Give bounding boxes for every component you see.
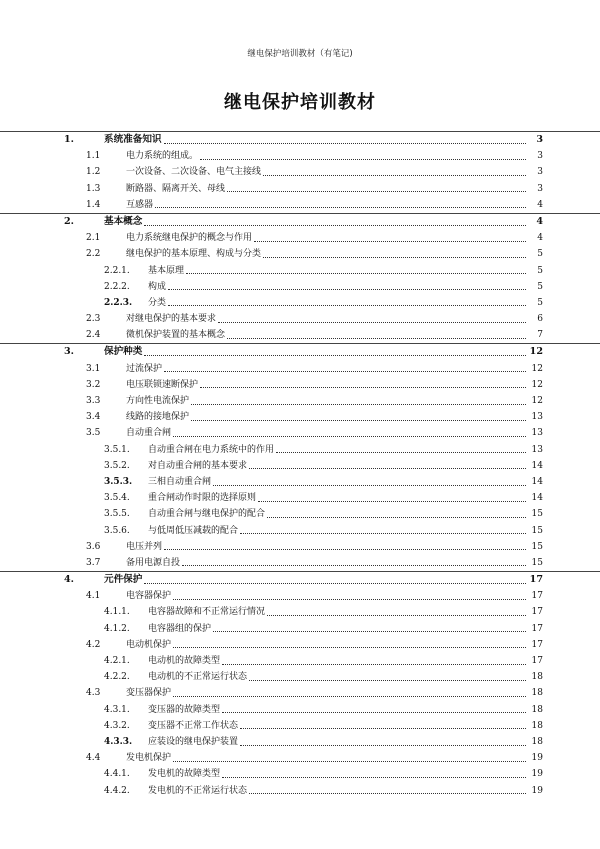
dot-leader — [173, 647, 526, 648]
toc-entry-title: 电力系统的组成。 — [126, 151, 199, 162]
dot-leader — [213, 485, 526, 486]
toc-entry[interactable] — [0, 131, 600, 148]
toc-entry-page-number: 18 — [531, 688, 543, 699]
toc-entry-number: 4.4.1. — [104, 769, 130, 780]
toc-entry-page-number: 4 — [537, 199, 543, 210]
toc-entry-number: 3. — [64, 346, 75, 358]
toc-entry-title: 基本概念 — [104, 215, 143, 227]
toc-entry-title-line — [148, 734, 528, 750]
toc-entry-number: 4.2 — [86, 639, 101, 650]
toc-entry-page-number: 15 — [531, 509, 543, 520]
dot-leader — [227, 191, 526, 192]
toc-entry-title: 电动机的不正常运行状态 — [148, 672, 248, 683]
toc-entry-page-number: 12 — [531, 396, 543, 406]
toc-entry[interactable] — [0, 750, 600, 766]
toc-entry[interactable] — [0, 246, 600, 262]
toc-entry[interactable] — [0, 230, 600, 246]
toc-entry[interactable] — [0, 442, 600, 458]
dot-leader — [254, 241, 526, 242]
table-of-contents — [0, 131, 600, 799]
toc-entry-number: 3.4 — [86, 412, 101, 423]
toc-entry-number: 4.1 — [86, 591, 101, 602]
toc-entry-page-number: 17 — [531, 623, 543, 634]
toc-entry-title-line — [148, 766, 528, 782]
toc-entry[interactable] — [0, 702, 600, 718]
dot-leader — [249, 680, 526, 681]
toc-entry[interactable] — [0, 458, 600, 474]
toc-entry-title-line — [148, 458, 528, 474]
dot-leader — [173, 696, 526, 697]
document-title: 继电保护培训教材 — [224, 92, 376, 113]
toc-entry-title-line — [148, 474, 528, 490]
toc-entry-number: 1.2 — [86, 167, 101, 178]
dot-leader — [213, 631, 526, 632]
toc-entry-title: 电压并列 — [126, 541, 163, 552]
toc-entry-number: 4.2.2. — [104, 672, 130, 683]
toc-entry-title: 电压联锁速断保护 — [126, 379, 199, 390]
toc-entry-number: 3.7 — [86, 557, 101, 568]
toc-entry[interactable] — [0, 361, 600, 377]
toc-entry-title: 保护种类 — [104, 346, 143, 358]
toc-entry-title: 断路器、隔离开关、母线 — [126, 183, 226, 194]
dot-leader — [144, 355, 526, 356]
dot-leader — [276, 452, 526, 453]
toc-entry-title-line — [126, 148, 528, 164]
toc-entry-title: 自动重合闸 — [126, 428, 172, 439]
toc-entry-page-number: 3 — [537, 167, 543, 178]
toc-entry-page-number: 18 — [531, 720, 543, 731]
toc-entry-title-line — [126, 685, 528, 701]
toc-entry-number: 3.5.5. — [104, 509, 130, 520]
toc-entry-number: 1.4 — [86, 199, 101, 210]
toc-entry-title: 重合闸动作时限的选择原则 — [148, 493, 257, 504]
toc-entry-title-line — [126, 246, 528, 262]
dot-leader — [155, 207, 526, 208]
dot-leader — [218, 322, 526, 323]
toc-entry-title-line — [148, 718, 528, 734]
toc-entry-page-number: 3 — [537, 183, 543, 194]
dot-leader — [164, 143, 526, 144]
toc-entry-title: 自动重合闸在电力系统中的作用 — [148, 444, 275, 455]
toc-entry[interactable] — [0, 409, 600, 425]
toc-entry-title-line — [148, 653, 528, 669]
toc-entry-title: 电动机的故障类型 — [148, 656, 221, 666]
toc-entry-title-line — [148, 669, 528, 685]
toc-entry[interactable] — [0, 474, 600, 490]
toc-entry[interactable] — [0, 148, 600, 164]
toc-entry-page-number: 12 — [529, 346, 543, 358]
toc-entry-title-line — [126, 555, 528, 571]
toc-entry-title: 电容器保护 — [126, 591, 172, 602]
toc-entry-title-line — [148, 702, 528, 718]
toc-entry-page-number: 17 — [531, 607, 543, 618]
toc-entry-title-line — [104, 214, 528, 230]
toc-entry-title: 三相自动重合闸 — [148, 476, 212, 487]
toc-entry-title: 发电机的故障类型 — [148, 769, 221, 780]
toc-entry-title-line — [148, 523, 528, 539]
toc-entry-number: 3.5.4. — [104, 493, 130, 504]
toc-entry-title: 与低周低压减载的配合 — [148, 525, 239, 536]
toc-entry-title-line — [126, 425, 528, 441]
toc-entry[interactable] — [0, 685, 600, 701]
toc-entry-title: 系统准备知识 — [104, 134, 162, 145]
toc-entry-number: 3.5.3. — [104, 476, 133, 487]
toc-entry-title-line — [148, 783, 528, 799]
toc-entry[interactable] — [0, 279, 600, 295]
toc-entry-page-number: 14 — [531, 460, 543, 471]
toc-entry[interactable] — [0, 506, 600, 522]
toc-entry-title: 方向性电流保护 — [126, 396, 190, 406]
dot-leader — [164, 549, 526, 550]
dot-leader — [173, 599, 526, 600]
toc-entry-title-line — [148, 506, 528, 522]
toc-entry[interactable] — [0, 213, 600, 230]
toc-entry[interactable] — [0, 377, 600, 393]
toc-entry-title-line — [126, 409, 528, 425]
toc-entry-number: 2.2.3. — [104, 297, 133, 308]
toc-entry[interactable] — [0, 571, 600, 588]
toc-entry-page-number: 5 — [537, 281, 543, 292]
toc-entry-number: 2.4 — [86, 330, 101, 341]
toc-entry-number: 3.5 — [86, 428, 101, 439]
toc-entry-title: 电动机保护 — [126, 639, 172, 650]
dot-leader — [240, 728, 526, 729]
toc-entry-page-number: 5 — [537, 297, 543, 308]
toc-entry-number: 1. — [64, 134, 75, 145]
toc-entry-title-line — [104, 344, 528, 360]
toc-entry-title-line — [126, 311, 528, 327]
toc-entry[interactable] — [0, 653, 600, 669]
toc-entry-title: 元件保护 — [104, 574, 143, 586]
dot-leader — [240, 533, 526, 534]
toc-entry-title-line — [148, 295, 528, 311]
toc-entry-number: 4.1.1. — [104, 607, 130, 618]
toc-entry-page-number: 19 — [531, 753, 543, 764]
dot-leader — [263, 257, 526, 258]
toc-entry[interactable] — [0, 490, 600, 506]
toc-entry-title-line — [104, 132, 528, 148]
dot-leader — [200, 159, 526, 160]
toc-entry[interactable] — [0, 393, 600, 409]
toc-entry-number: 4.3.3. — [104, 736, 133, 747]
toc-entry-page-number: 13 — [531, 428, 543, 439]
toc-entry-page-number: 3 — [537, 151, 543, 162]
dot-leader — [191, 420, 526, 421]
toc-entry[interactable] — [0, 621, 600, 637]
toc-entry-title-line — [148, 604, 528, 620]
dot-leader — [258, 501, 526, 502]
toc-entry-number: 2. — [64, 215, 75, 227]
toc-entry-number: 4.2.1. — [104, 656, 130, 666]
toc-entry-number: 2.2.1. — [104, 265, 130, 276]
toc-entry-title-line — [126, 197, 528, 213]
toc-entry-title-line — [148, 621, 528, 637]
toc-entry-title: 变压器的故障类型 — [148, 704, 221, 715]
toc-entry-page-number: 5 — [537, 265, 543, 276]
toc-entry-number: 4.1.2. — [104, 623, 130, 634]
toc-entry[interactable] — [0, 718, 600, 734]
toc-entry-title: 继电保护的基本原理、构成与分类 — [126, 249, 262, 260]
dot-leader — [173, 761, 526, 762]
toc-entry-number: 3.1 — [86, 363, 101, 374]
toc-entry[interactable] — [0, 523, 600, 539]
toc-entry-number: 1.1 — [86, 151, 101, 162]
toc-entry[interactable] — [0, 539, 600, 555]
toc-entry-number: 3.2 — [86, 379, 101, 390]
toc-entry-title: 基本原理 — [148, 265, 185, 276]
toc-entry-title: 发电机保护 — [126, 753, 172, 764]
toc-entry[interactable] — [0, 197, 600, 213]
dot-leader — [227, 338, 526, 339]
toc-entry-page-number: 15 — [531, 557, 543, 568]
toc-entry-page-number: 13 — [531, 444, 543, 455]
toc-entry-page-number: 18 — [531, 704, 543, 715]
toc-entry-title: 电力系统继电保护的概念与作用 — [126, 233, 253, 244]
toc-entry-title-line — [148, 263, 528, 279]
toc-entry-title-line — [126, 377, 528, 393]
toc-entry-page-number: 12 — [531, 379, 543, 390]
toc-entry-page-number: 4 — [537, 233, 543, 244]
toc-entry[interactable] — [0, 343, 600, 360]
toc-entry-number: 2.2.2. — [104, 281, 130, 292]
dot-leader — [222, 664, 526, 665]
toc-entry-title: 线路的接地保护 — [126, 412, 190, 423]
toc-entry-page-number: 4 — [536, 215, 543, 227]
toc-entry-page-number: 15 — [531, 525, 543, 536]
toc-entry-page-number: 13 — [531, 412, 543, 423]
toc-entry-title: 对自动重合闸的基本要求 — [148, 460, 248, 471]
toc-entry-title-line — [126, 750, 528, 766]
toc-entry-page-number: 17 — [531, 656, 543, 666]
toc-entry[interactable] — [0, 669, 600, 685]
toc-entry-page-number: 18 — [531, 672, 543, 683]
dot-leader — [164, 371, 526, 372]
toc-entry-title: 分类 — [148, 297, 167, 308]
toc-entry-page-number: 17 — [529, 574, 543, 586]
toc-entry-number: 2.2 — [86, 249, 101, 260]
toc-entry-title-line — [148, 442, 528, 458]
toc-entry-title-line — [148, 490, 528, 506]
toc-entry-title-line — [126, 539, 528, 555]
toc-entry[interactable] — [0, 425, 600, 441]
toc-entry-page-number: 18 — [531, 736, 543, 747]
toc-entry-page-number: 3 — [536, 134, 543, 145]
dot-leader — [182, 565, 526, 566]
toc-entry-page-number: 12 — [531, 363, 543, 374]
dot-leader — [240, 745, 526, 746]
toc-entry-title: 对继电保护的基本要求 — [126, 314, 217, 325]
toc-entry-number: 3.5.6. — [104, 525, 130, 536]
toc-entry-title: 自动重合闸与继电保护的配合 — [148, 509, 266, 520]
toc-entry[interactable] — [0, 783, 600, 799]
toc-entry-number: 4.3.2. — [104, 720, 130, 731]
toc-entry-title-line — [126, 164, 528, 180]
toc-entry[interactable] — [0, 164, 600, 180]
dot-leader — [186, 273, 526, 274]
toc-entry-number: 1.3 — [86, 183, 101, 194]
toc-entry[interactable] — [0, 588, 600, 604]
toc-entry-page-number: 14 — [531, 476, 543, 487]
toc-entry-page-number: 5 — [537, 249, 543, 260]
toc-entry-page-number: 15 — [531, 541, 543, 552]
dot-leader — [173, 436, 526, 437]
toc-entry-number: 4. — [64, 574, 75, 586]
toc-entry-page-number: 17 — [531, 639, 543, 650]
toc-entry-number: 2.1 — [86, 233, 101, 244]
toc-entry-title: 备用电源自投 — [126, 557, 181, 568]
toc-entry-number: 4.4.2. — [104, 785, 130, 796]
toc-entry[interactable] — [0, 263, 600, 279]
dot-leader — [263, 175, 526, 176]
toc-entry[interactable] — [0, 604, 600, 620]
dot-leader — [267, 615, 526, 616]
toc-entry[interactable] — [0, 311, 600, 327]
dot-leader — [191, 404, 526, 405]
toc-entry-title: 互感器 — [126, 199, 154, 210]
dot-leader — [267, 517, 526, 518]
toc-entry-title: 过流保护 — [126, 363, 163, 374]
toc-entry-title-line — [126, 327, 528, 343]
toc-entry[interactable] — [0, 637, 600, 653]
toc-entry-title: 电容器组的保护 — [148, 623, 212, 634]
toc-entry-title-line — [126, 361, 528, 377]
toc-entry-title: 变压器保护 — [126, 688, 172, 699]
toc-entry-title-line — [126, 637, 528, 653]
toc-entry-title-line — [126, 230, 528, 246]
toc-entry-title-line — [148, 279, 528, 295]
toc-entry[interactable] — [0, 295, 600, 311]
toc-entry-number: 3.5.1. — [104, 444, 130, 455]
toc-entry-title: 发电机的不正常运行状态 — [148, 785, 248, 796]
toc-entry[interactable] — [0, 766, 600, 782]
toc-entry[interactable] — [0, 555, 600, 571]
toc-entry-page-number: 7 — [537, 330, 543, 341]
dot-leader — [249, 468, 526, 469]
toc-entry-title-line — [126, 588, 528, 604]
toc-entry-number: 3.6 — [86, 541, 101, 552]
toc-entry-number: 3.5.2. — [104, 460, 130, 471]
dot-leader — [200, 387, 526, 388]
toc-entry-page-number: 6 — [537, 314, 543, 325]
toc-entry[interactable] — [0, 181, 600, 197]
toc-entry-page-number: 19 — [531, 785, 543, 796]
toc-entry-number: 4.3 — [86, 688, 101, 699]
toc-entry-title-line — [126, 393, 528, 409]
toc-entry-page-number: 14 — [531, 493, 543, 504]
toc-entry-number: 4.3.1. — [104, 704, 130, 715]
toc-entry-title: 应装设的继电保护装置 — [148, 736, 239, 747]
toc-entry-title-line — [126, 181, 528, 197]
toc-entry-title: 一次设备、二次设备、电气主接线 — [126, 167, 262, 178]
toc-entry-title: 变压器不正常工作状态 — [148, 720, 239, 731]
toc-entry-title-line — [104, 572, 528, 588]
dot-leader — [222, 777, 526, 778]
toc-entry-title: 微机保护装置的基本概念 — [126, 330, 226, 341]
dot-leader — [144, 583, 526, 584]
toc-entry-title: 构成 — [148, 281, 167, 292]
dot-leader — [144, 225, 526, 226]
running-header: 继电保护培训教材（有笔记) — [247, 49, 353, 59]
toc-entry-page-number: 19 — [531, 769, 543, 780]
toc-entry[interactable] — [0, 734, 600, 750]
toc-entry-number: 3.3 — [86, 396, 101, 406]
toc-entry-number: 2.3 — [86, 314, 101, 325]
dot-leader — [222, 712, 526, 713]
toc-entry[interactable] — [0, 327, 600, 343]
toc-entry-page-number: 17 — [531, 591, 543, 602]
dot-leader — [168, 289, 526, 290]
dot-leader — [249, 793, 526, 794]
dot-leader — [168, 305, 526, 306]
toc-entry-number: 4.4 — [86, 753, 101, 764]
toc-entry-title: 电容器故障和不正常运行情况 — [148, 607, 266, 618]
